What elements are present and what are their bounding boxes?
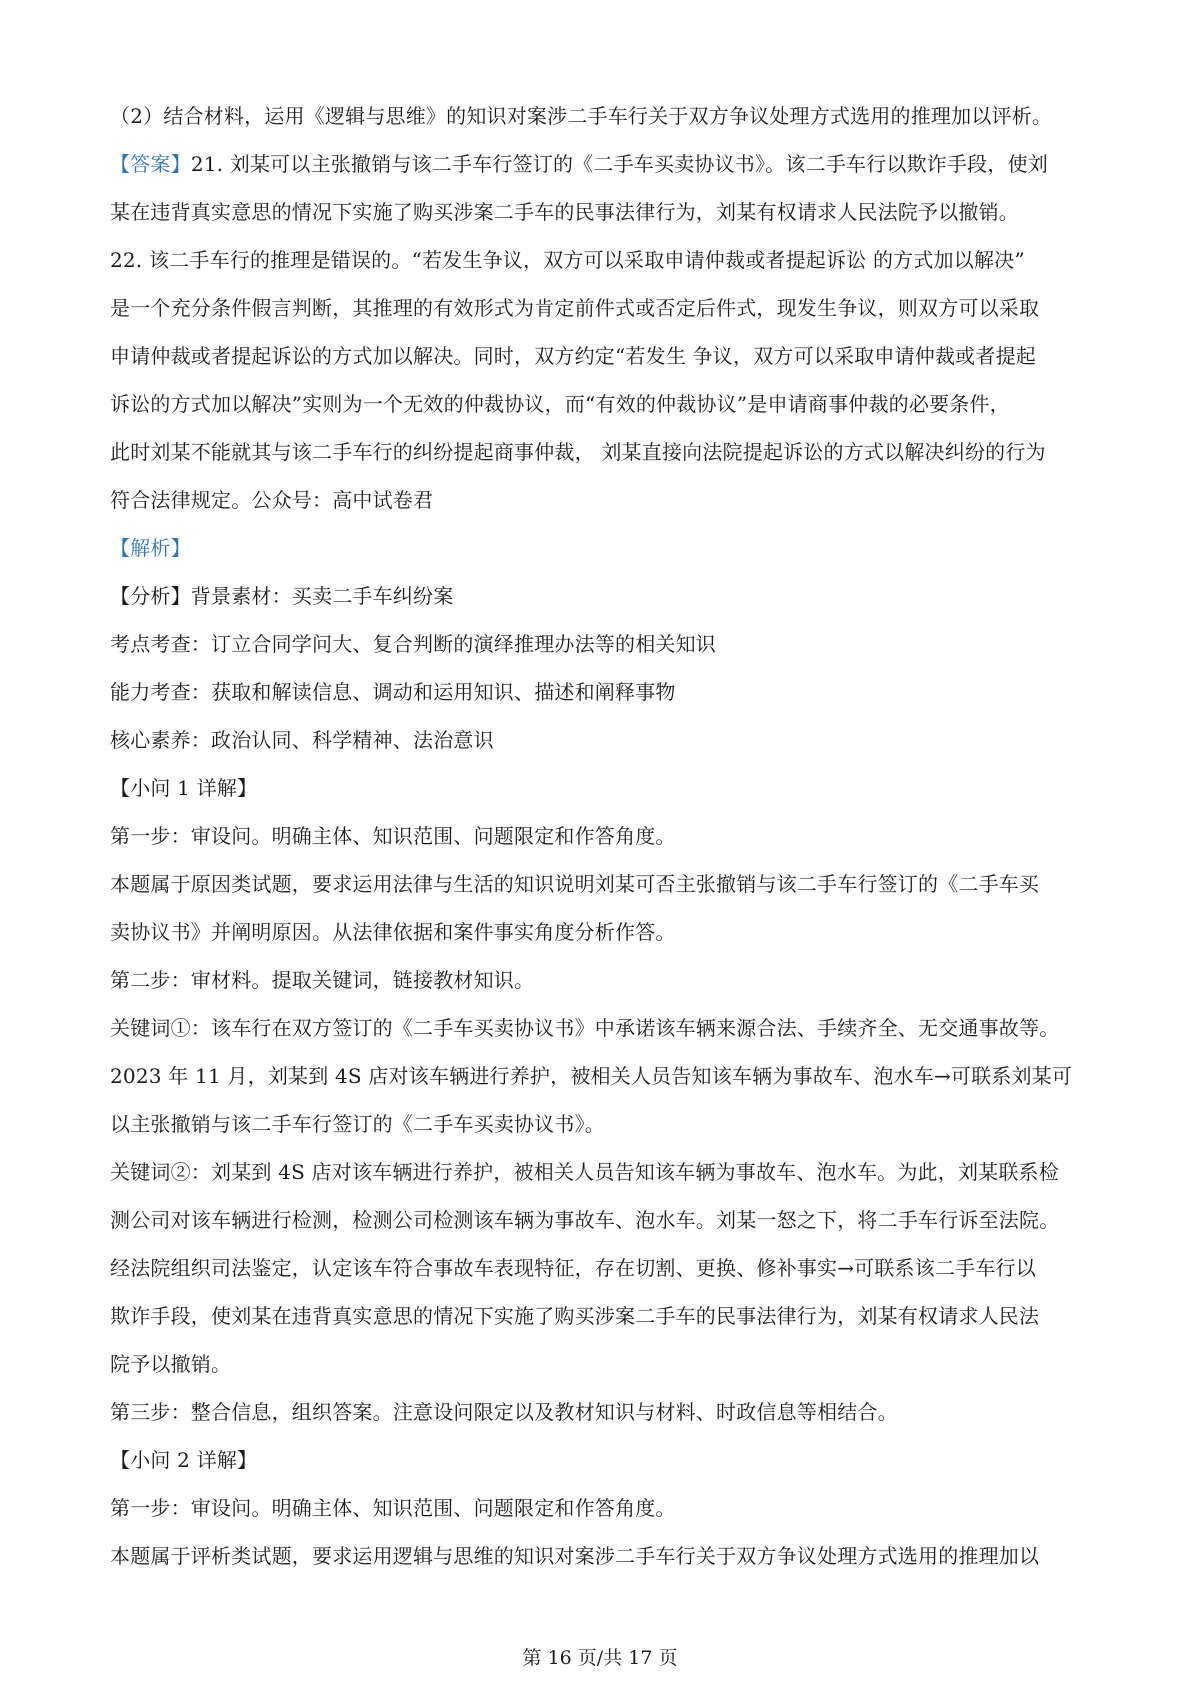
text-line: 诉讼的方式加以解决”实则为一个无效的仲裁协议，而“有效的仲裁协议”是申请商事仲裁的必要条件， [110, 392, 1010, 416]
text-line: 关键词①：该车行在双方签订的《二手车买卖协议书》中承诺该车辆来源合法、手续齐全、无交通事故等。 [110, 1016, 1060, 1040]
page-number: 第 16 页/共 17 页 [522, 1647, 678, 1669]
text-line: 经法院组织司法鉴定，认定该车符合事故车表现特征，存在切割、更换、修补事实→可联系该二手车行以 [110, 1256, 1036, 1280]
text-line: 欺诈手段，使刘某在违背真实意思的情况下实施了购买涉案二手车的民事法律行为，刘某有权请求人民法 [110, 1304, 1040, 1328]
text-line: 第三步：整合信息，组织答案。注意设问限定以及教材知识与材料、时政信息等相结合。 [110, 1400, 898, 1424]
text-line: 某在违背真实意思的情况下实施了购买涉案二手车的民事法律行为，刘某有权请求人民法院予以撤销。 [110, 200, 1019, 224]
text-line: 第二步：审材料。提取关键词，链接教材知识。 [110, 968, 535, 992]
text-line: 考点考查：订立合同学问大、复合判断的演绎推理办法等的相关知识 [110, 632, 716, 656]
subquestion-2-heading: 【小问 2 详解】 [110, 1448, 258, 1472]
text-line: 核心素养：政治认同、科学精神、法治意识 [110, 728, 494, 752]
text-line: 第一步：审设问。明确主体、知识范围、问题限定和作答角度。 [110, 1496, 676, 1520]
text-line: 第一步：审设问。明确主体、知识范围、问题限定和作答角度。 [110, 824, 676, 848]
text-line: 本题属于原因类试题，要求运用法律与生活的知识说明刘某可否主张撤销与该二手车行签订的《二手车买 [110, 872, 1040, 896]
text-line: 测公司对该车辆进行检测，检测公司检测该车辆为事故车、泡水车。刘某一怒之下，将二手车行诉至法院。 [110, 1208, 1060, 1232]
text-line: 是一个充分条件假言判断，其推理的有效形式为肯定前件式或否定后件式，现发生争议，则双方可以采取 [110, 296, 1040, 320]
text-line: 符合法律规定。公众号：高中试卷君 [110, 488, 434, 512]
text-line: 以主张撤销与该二手车行签订的《二手车买卖协议书》。 [110, 1112, 605, 1136]
text-line: 关键词②：刘某到 4S 店对该车辆进行养护，被相关人员告知该车辆为事故车、泡水车。为此，刘某联系检 [110, 1160, 1059, 1184]
text-line: 申请仲裁或者提起诉讼的方式加以解决。同时，双方约定“若发生 争议，双方可以采取申请仲裁或者提起 [110, 344, 1036, 368]
answer-line [110, 140, 1100, 188]
document-body [110, 92, 1100, 1580]
text-line: 【分析】背景素材：买卖二手车纠纷案 [110, 584, 454, 608]
answer-text: 21. 刘某可以主张撤销与该二手车行签订的《二手车买卖协议书》。该二手车行以欺诈手段，使刘 [190, 152, 1048, 176]
text-line: 本题属于评析类试题，要求运用逻辑与思维的知识对案涉二手车行关于双方争议处理方式选用的推理加以 [110, 1544, 1040, 1568]
text-line: 此时刘某不能就其与该二手车行的纠纷提起商事仲裁， 刘某直接向法院提起诉讼的方式以解决纠纷的行为 [110, 440, 1046, 464]
text-line: 卖协议书》并阐明原因。从法律依据和案件事实角度分析作答。 [110, 920, 676, 944]
text-line: 院予以撤销。 [110, 1352, 232, 1376]
analysis-label: 【解析】 [110, 536, 191, 560]
text-line: 2023 年 11 月，刘某到 4S 店对该车辆进行养护，被相关人员告知该车辆为事故车、泡水车→可联系刘某可 [110, 1064, 1073, 1088]
text-line: 22. 该二手车行的推理是错误的。“若发生争议，双方可以采取申请仲裁或者提起诉讼 的方式加以解决” [110, 248, 1025, 272]
answer-label: 【答案】 [110, 152, 191, 176]
text-line: 能力考查：获取和解读信息、调动和运用知识、描述和阐释事物 [110, 680, 676, 704]
question-line: （2）结合材料，运用《逻辑与思维》的知识对案涉二手车行关于双方争议处理方式选用的推理加以评析。 [110, 104, 1053, 128]
analysis-heading [110, 524, 1100, 572]
subquestion-1-heading: 【小问 1 详解】 [110, 776, 258, 800]
